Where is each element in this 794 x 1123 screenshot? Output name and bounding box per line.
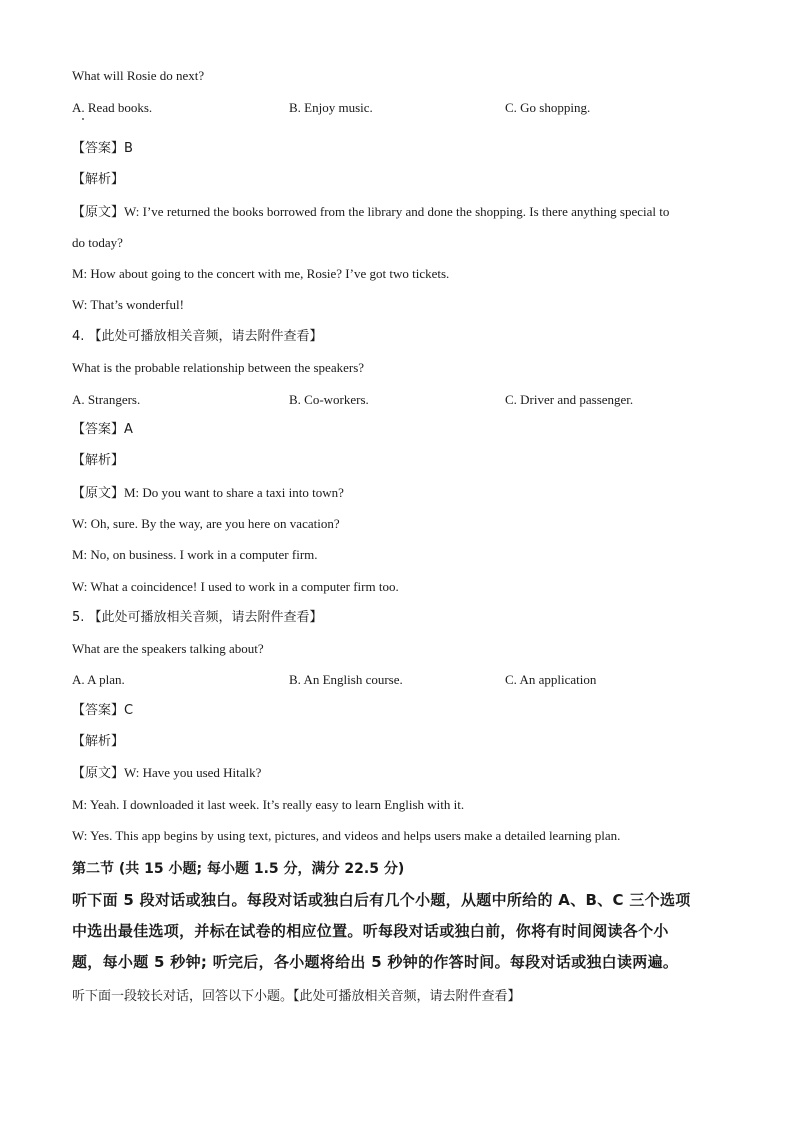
q5-option-c: C. An application: [505, 672, 597, 687]
q3-transcript-line: do today?: [72, 235, 123, 250]
q4-transcript-line: W: What a coincidence! I used to work in a computer firm too.: [72, 579, 399, 594]
q4-option-b: B. Co-workers.: [289, 392, 369, 407]
q4-analysis-label: 【解析】: [72, 453, 125, 468]
q4-transcript-line: 【原文】M: Do you want to share a taxi into town?: [72, 485, 344, 500]
section-instructions-line: 题，每小题 5 秒钟; 听完后，各小题将给出 5 秒钟的作答时间。每段对话或独白读两遍。: [72, 953, 679, 971]
q5-question: What are the speakers talking about?: [72, 641, 264, 656]
q3-analysis-label: 【解析】: [72, 172, 125, 187]
q5-transcript-line: 【原文】W: Have you used Hitalk?: [72, 765, 262, 780]
q3-option-b: B. Enjoy music.: [289, 100, 373, 115]
q3-transcript-line: 【原文】W: I’ve returned the books borrowed from the library and done the shopping. Is there anything special to: [72, 204, 670, 219]
section-title: 第二节 (共 15 小题; 每小题 1.5 分，满分 22.5 分): [72, 861, 405, 877]
q3-option-a: A. Read books.: [72, 100, 153, 115]
q4-transcript-line: W: Oh, sure. By the way, are you here on vacation?: [72, 516, 340, 531]
q5-option-b: B. An English course.: [289, 672, 403, 687]
q5-header: 5. 【此处可播放相关音频，请去附件查看】: [72, 610, 323, 625]
q3-transcript-line: M: How about going to the concert with me, Rosie? I’ve got two tickets.: [72, 266, 450, 281]
section-instructions-line: 中选出最佳选项，并标在试卷的相应位置。听每段对话或独白前，你将有时间阅读各个小: [72, 922, 669, 940]
section-instructions-line: 听下面 5 段对话或独白。每段对话或独白后有几个小题，从题中所给的 A、B、C 三个选项: [72, 891, 691, 909]
q4-option-c: C. Driver and passenger.: [505, 392, 634, 407]
q3-option-c: C. Go shopping.: [505, 100, 591, 115]
q4-transcript-line: M: No, on business. I work in a computer firm.: [72, 547, 318, 562]
q4-question: What is the probable relationship between the speakers?: [72, 360, 365, 375]
q5-option-a: A. A plan.: [72, 672, 125, 687]
q5-transcript-line: M: Yeah. I downloaded it last week. It’s really easy to learn English with it.: [72, 797, 465, 812]
q5-answer: 【答案】C: [72, 703, 134, 718]
q3-transcript-line: W: That’s wonderful!: [72, 297, 184, 312]
q5-analysis-label: 【解析】: [72, 734, 125, 749]
section-note: 听下面一段较长对话，回答以下小题。【此处可播放相关音频，请去附件查看】: [72, 989, 521, 1004]
q4-header: 4. 【此处可播放相关音频，请去附件查看】: [72, 329, 323, 344]
q5-transcript-line: W: Yes. This app begins by using text, pictures, and videos and helps users make a detailed learning plan.: [72, 828, 621, 843]
q3-question: What will Rosie do next?: [72, 68, 205, 83]
q3-answer: 【答案】B: [72, 141, 133, 156]
stray-mark: [82, 118, 84, 120]
q4-option-a: A. Strangers.: [72, 392, 141, 407]
q4-answer: 【答案】A: [72, 422, 133, 437]
